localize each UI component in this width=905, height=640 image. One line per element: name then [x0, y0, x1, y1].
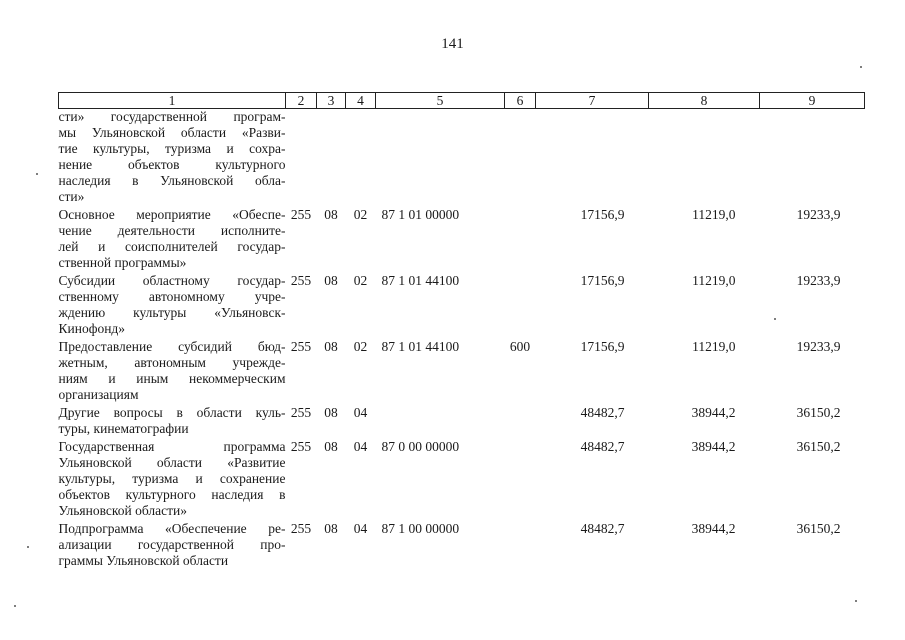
header-col-1: 1: [59, 93, 286, 109]
table-row: [59, 205, 865, 271]
cell-admin-code: 255: [290, 339, 312, 354]
header-col-7: 7: [536, 93, 649, 109]
cell-subsection: 04: [353, 521, 368, 536]
cell-item-name: [59, 519, 286, 569]
item-name-line: организациям: [58, 387, 139, 402]
cell-amount-col9: 36150,2: [796, 439, 841, 454]
cell-subsection: 04: [353, 439, 368, 454]
scan-speck: [855, 600, 857, 602]
cell-expense-type: [505, 437, 536, 519]
cell-amount-col8: 38944,2: [691, 439, 736, 454]
cell-amount-col7: 17156,9: [580, 339, 625, 354]
table-body: [59, 109, 865, 570]
cell-target-article: [376, 403, 505, 437]
cell-item-name: [59, 271, 286, 337]
scan-speck: [27, 546, 29, 548]
item-name-line: тие культуры, туризма и сохра-: [58, 141, 286, 156]
scan-speck: [774, 318, 776, 320]
item-name-line: Основное мероприятие «Обеспе-: [58, 207, 286, 222]
item-name-line: Субсидии областному государ-: [58, 273, 286, 288]
cell-admin-code: 255: [290, 405, 312, 420]
cell-amount-col7: 17156,9: [580, 207, 625, 222]
cell-amount-col8: 38944,2: [691, 521, 736, 536]
cell-amount-col9: 36150,2: [796, 405, 841, 420]
cell-subsection: 04: [353, 405, 368, 420]
item-name-line: объектов культурного наследия в: [58, 487, 286, 502]
header-col-4: 4: [346, 93, 376, 109]
cell-amount-col9: 19233,9: [796, 273, 841, 288]
table-row: [59, 337, 865, 403]
scan-speck: [860, 66, 862, 68]
cell-amount-col9: 19233,9: [796, 207, 841, 222]
item-name-line: чение деятельности исполните-: [58, 223, 286, 238]
item-name-line: Ульяновской области «Развитие: [58, 455, 286, 470]
cell-amount-col9: [760, 109, 865, 206]
cell-target-article: 87 0 00 00000: [381, 439, 460, 454]
cell-item-name: [59, 109, 286, 206]
cell-amount-col7: [536, 109, 649, 206]
item-name-line: Ульяновской области»: [58, 503, 188, 518]
cell-subsection: 02: [353, 273, 368, 288]
cell-item-name: [59, 205, 286, 271]
item-name-line: ниям и иным некоммерческим: [58, 371, 286, 386]
cell-target-article: 87 1 01 44100: [381, 273, 460, 288]
cell-subsection: [346, 109, 376, 206]
cell-amount-col7: 48482,7: [580, 405, 625, 420]
table-header: [59, 93, 865, 109]
cell-expense-type: [505, 271, 536, 337]
cell-target-article: [376, 109, 505, 206]
table-row: [59, 519, 865, 569]
cell-admin-code: 255: [290, 439, 312, 454]
cell-amount-col8: 11219,0: [692, 273, 736, 288]
header-col-6: 6: [505, 93, 536, 109]
item-name-line: жетным, автономным учрежде-: [58, 355, 286, 370]
header-col-5: 5: [376, 93, 505, 109]
cell-subsection: 02: [353, 207, 368, 222]
item-name-line: нение объектов культурного: [58, 157, 286, 172]
table-row: [59, 403, 865, 437]
item-name-line: ализации государственной про-: [58, 537, 286, 552]
cell-admin-code: 255: [290, 207, 312, 222]
table-row: [59, 271, 865, 337]
cell-amount-col8: 11219,0: [692, 207, 736, 222]
item-name-line: наследия в Ульяновской обла-: [58, 173, 286, 188]
cell-expense-type: [505, 519, 536, 569]
cell-item-name: [59, 437, 286, 519]
cell-admin-code: 255: [290, 521, 312, 536]
table-row: [59, 109, 865, 206]
cell-amount-col8: [649, 109, 760, 206]
cell-amount-col8: 38944,2: [691, 405, 736, 420]
cell-section: 08: [324, 521, 338, 536]
header-col-3: 3: [317, 93, 346, 109]
item-name-line: Другие вопросы в области куль-: [58, 405, 286, 420]
item-name-line: Подпрограмма «Обеспечение ре-: [58, 521, 286, 536]
cell-item-name: [59, 337, 286, 403]
cell-section: 08: [324, 207, 338, 222]
item-name-line: сти» государственной програм-: [58, 109, 286, 124]
item-name-line: ственной программы»: [58, 255, 187, 270]
cell-expense-type: 600: [509, 339, 531, 354]
header-col-2: 2: [286, 93, 317, 109]
cell-target-article: 87 1 00 00000: [381, 521, 460, 536]
item-name-line: Кинофонд»: [58, 321, 126, 336]
cell-target-article: 87 1 01 00000: [381, 207, 460, 222]
page-number: 141: [441, 36, 464, 52]
cell-section: 08: [324, 439, 338, 454]
cell-expense-type: [505, 109, 536, 206]
cell-section: [317, 109, 346, 206]
cell-admin-code: [286, 109, 317, 206]
item-name-line: Предоставление субсидий бюд-: [58, 339, 286, 354]
item-name-line: Государственная программа: [58, 439, 286, 454]
cell-amount-col7: 17156,9: [580, 273, 625, 288]
cell-amount-col8: 11219,0: [692, 339, 736, 354]
header-col-8: 8: [649, 93, 760, 109]
budget-table: [58, 92, 865, 569]
item-name-line: мы Ульяновской области «Разви-: [58, 125, 286, 140]
cell-subsection: 02: [353, 339, 368, 354]
header-col-9: 9: [760, 93, 865, 109]
scan-speck: [36, 173, 38, 175]
cell-amount-col9: 19233,9: [796, 339, 841, 354]
item-name-line: лей и соисполнителей государ-: [58, 239, 286, 254]
cell-section: 08: [324, 339, 338, 354]
cell-target-article: 87 1 01 44100: [381, 339, 460, 354]
item-name-line: туры, кинематографии: [58, 421, 189, 436]
scan-speck: [14, 605, 16, 607]
item-name-line: культуры, туризма и сохранение: [58, 471, 286, 486]
cell-expense-type: [505, 403, 536, 437]
cell-expense-type: [505, 205, 536, 271]
cell-admin-code: 255: [290, 273, 312, 288]
cell-amount-col7: 48482,7: [580, 439, 625, 454]
item-name-line: ственному автономному учре-: [58, 289, 286, 304]
cell-section: 08: [324, 405, 338, 420]
cell-section: 08: [324, 273, 338, 288]
item-name-line: ждению культуры «Ульяновск-: [58, 305, 286, 320]
item-name-line: граммы Ульяновской области: [58, 553, 229, 568]
item-name-line: сти»: [58, 189, 85, 204]
table-row: [59, 437, 865, 519]
cell-item-name: [59, 403, 286, 437]
cell-amount-col9: 36150,2: [796, 521, 841, 536]
cell-amount-col7: 48482,7: [580, 521, 625, 536]
